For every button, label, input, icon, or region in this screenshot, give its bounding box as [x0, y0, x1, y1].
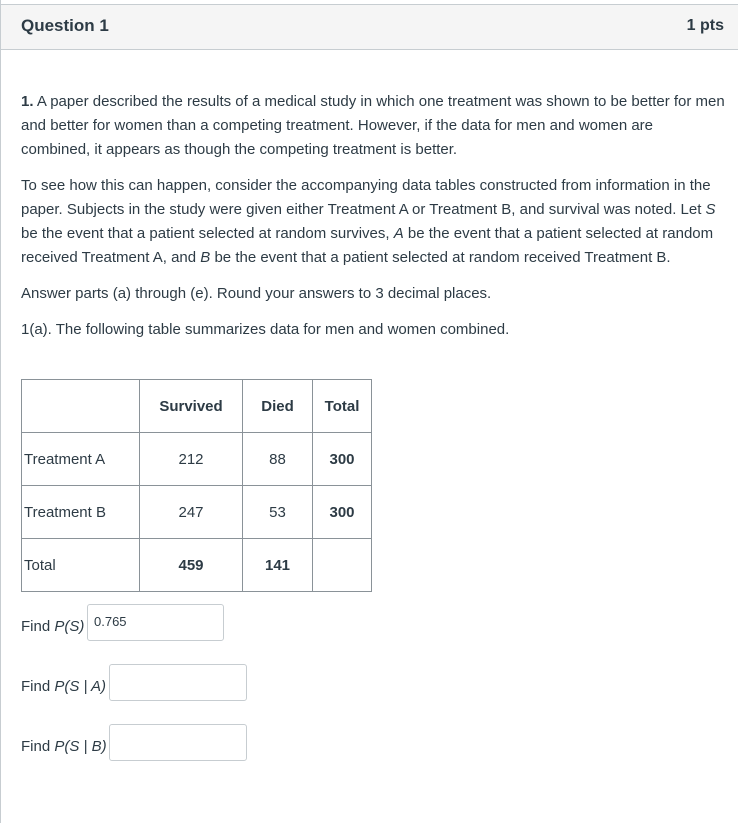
table-header-cell — [22, 380, 140, 433]
var-s: S — [705, 201, 716, 218]
table-row — [22, 486, 372, 539]
table-row — [22, 433, 372, 486]
def-text-2: be the event that a patient selected at random survives, — [21, 225, 394, 242]
intro-text: A paper described the results of a medical study in which one treatment was shown to be better for men and better for women than a competing treatment. However, if the data for men and women are combined, it appears as though the competing treatment is better. — [21, 93, 725, 158]
answer-input-ps-given-b[interactable] — [109, 724, 247, 761]
question-text — [21, 90, 726, 354]
label-expr: P(S | B) — [54, 738, 107, 755]
table-row-label: Treatment B — [22, 486, 140, 539]
paragraph-instructions: Answer parts (a) through (e). Round your answers to 3 decimal places. — [21, 285, 492, 302]
table-cell: 141 — [243, 539, 313, 592]
table-row — [22, 539, 372, 592]
table-cell — [313, 539, 372, 592]
question-title: Question 1 — [21, 16, 109, 35]
var-b: B — [200, 249, 211, 266]
question-header — [1, 4, 738, 50]
def-text-1: To see how this can happen, consider the accompanying data tables constructed from information in the paper. Subjects in the study were given either Treatment A or Treatment B, and survival was noted. Let — [21, 177, 711, 218]
table-row-label: Treatment A — [22, 433, 140, 486]
def-text-4: be the event that a patient selected at random received Treatment B. — [210, 249, 671, 266]
label-expr: P(S | A) — [54, 678, 107, 695]
data-table — [21, 379, 372, 592]
answer-input-ps[interactable]: 0.765 — [87, 604, 224, 641]
table-header-cell: Survived — [140, 380, 243, 433]
paragraph-intro — [21, 90, 726, 162]
table-cell: 300 — [313, 486, 372, 539]
table-cell: 88 — [243, 433, 313, 486]
paragraph-part-a: 1(a). The following table summarizes data for men and women combined. — [21, 321, 510, 338]
table-cell: 247 — [140, 486, 243, 539]
answer-label — [21, 738, 107, 755]
table-header-cell: Died — [243, 380, 313, 433]
label-prefix: Find — [21, 738, 55, 755]
table-row-label: Total — [22, 539, 140, 592]
table-cell: 53 — [243, 486, 313, 539]
label-prefix: Find — [21, 618, 55, 635]
table-cell: 212 — [140, 433, 243, 486]
table-header-cell: Total — [313, 380, 372, 433]
def-text-3: be the event that a patient selected at random received Treatment A, and — [21, 225, 714, 266]
question-number: 1. — [21, 93, 34, 110]
question-points: 1 pts — [686, 17, 724, 34]
table-header-row — [22, 380, 372, 433]
answer-label — [21, 618, 84, 635]
table-cell: 459 — [140, 539, 243, 592]
paragraph-definitions — [21, 174, 726, 270]
label-expr: P(S) — [54, 618, 85, 635]
answer-label — [21, 678, 106, 695]
table-cell: 300 — [313, 433, 372, 486]
var-a: A — [393, 225, 404, 242]
label-prefix: Find — [21, 678, 55, 695]
answer-input-ps-given-a[interactable] — [109, 664, 247, 701]
